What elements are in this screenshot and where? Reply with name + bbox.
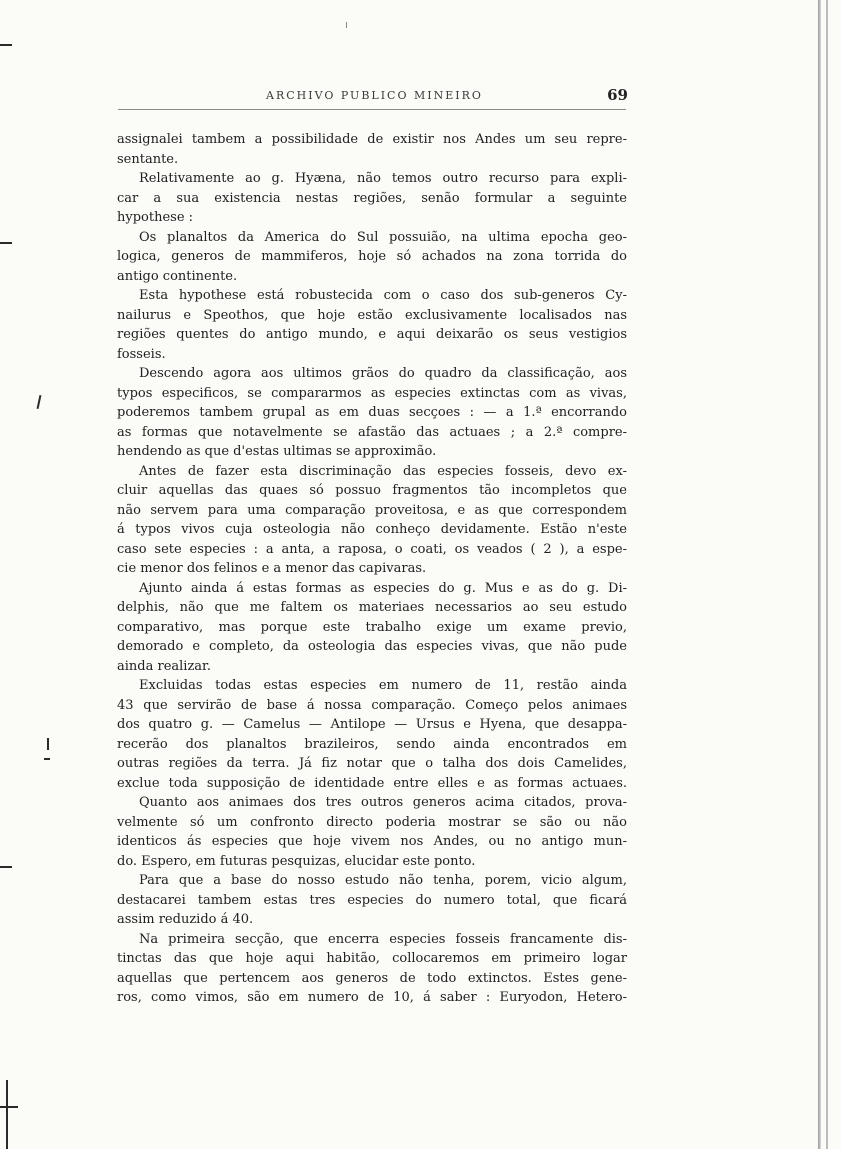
text-line-content: delphis, não que me faltem os materiaes necessarios ao seu estudo: [117, 600, 627, 615]
text-line: [117, 423, 627, 443]
text-line: [117, 832, 627, 852]
scan-mark-top: [346, 22, 347, 28]
text-line: [117, 520, 627, 540]
scan-mark-left-8: [0, 1106, 18, 1108]
text-line-content: aquellas que pertencem aos generos de todo extinctos. Estes gene-: [117, 970, 627, 986]
text-line-content: hypothese :: [117, 210, 194, 225]
text-line-content: nailurus e Speothos, que hoje estão exclusivamente localisados nas: [117, 307, 627, 323]
text-line: [117, 754, 627, 774]
text-line-content: cluir aquellas das quaes só possuo fragmentos tão incompletos que: [117, 483, 627, 498]
text-line: [117, 930, 627, 950]
text-line-content: Esta hypothese está robustecida com o caso dos sub-generos Cy-: [139, 288, 627, 303]
text-line-content: ros, como vimos, são em numero de 10, á saber : Euryodon, Hetero-: [117, 990, 627, 1005]
text-line-content: Para que a base do nosso estudo não tenha, porem, vicio algum,: [139, 873, 627, 888]
text-line-content: destacarei tambem estas tres especies do numero total, que ficará: [117, 892, 627, 908]
text-line-content: sentante.: [117, 151, 179, 167]
scan-binding-edge: [818, 0, 821, 1149]
text-line-content: logica, generos de mammiferos, hoje só achados na zona torrida do: [117, 249, 627, 264]
scan-mark-left-2: [0, 242, 12, 244]
text-line-content: poderemos tambem grupal as em duas secçoes : — a 1.ª encorrando: [117, 405, 627, 420]
text-line: [117, 969, 627, 989]
text-line-content: outras regiões da terra. Já fiz notar que o talha dos dois Camelides,: [117, 756, 627, 771]
text-line-content: tinctas das que hoje aqui habitão, collocaremos em primeiro logar: [117, 951, 627, 966]
text-line-content: assignalei tambem a possibilidade de existir nos Andes um seu repre-: [117, 132, 627, 147]
text-line-content: fosseis.: [117, 346, 166, 362]
text-line-content: Antes de fazer esta discriminação das especies fosseis, devo ex-: [139, 463, 627, 479]
text-line-content: Excluidas todas estas especies em numero de 11, restão ainda: [139, 678, 627, 693]
text-line: [117, 774, 627, 794]
text-line: [117, 559, 627, 579]
text-line: [117, 306, 627, 326]
text-line: [117, 169, 627, 189]
text-line: [117, 540, 627, 560]
body-text: [117, 130, 627, 1008]
text-line: [117, 345, 627, 365]
text-line-content: car a sua existencia nestas regiões, senão formular a seguinte: [117, 190, 627, 206]
page-number: 69: [607, 86, 628, 104]
text-line: [117, 267, 627, 287]
text-line-content: Os planaltos da America do Sul possuião, na ultima epocha geo-: [139, 229, 627, 245]
text-line: [117, 579, 627, 599]
text-line-content: ainda realizar.: [117, 658, 211, 674]
text-line-content: não servem para uma comparação proveitosa, e as que correspondem: [117, 502, 627, 518]
scan-mark-left-4: [47, 738, 49, 750]
text-line-content: hendendo as que d'estas ultimas se approximão.: [117, 444, 437, 459]
text-line: [117, 364, 627, 384]
text-line: [117, 735, 627, 755]
text-line-content: comparativo, mas porque este trabalho exige um exame previo,: [117, 619, 627, 635]
scan-mark-left-6: [0, 866, 12, 868]
text-line: [117, 598, 627, 618]
text-line: [117, 286, 627, 306]
text-line-content: cie menor dos felinos e a menor das capivaras.: [117, 561, 427, 576]
text-line: [117, 462, 627, 482]
text-line: [117, 130, 627, 150]
text-line: [117, 949, 627, 969]
text-line-content: Na primeira secção, que encerra especies fosseis francamente dis-: [139, 931, 627, 947]
scan-mark-left-5: [44, 758, 50, 760]
text-line: [117, 618, 627, 638]
text-line-content: demorado e completo, da osteologia das especies vivas, que não pude: [117, 639, 627, 654]
text-line-content: Quanto aos animaes dos tres outros generos acima citados, prova-: [139, 795, 627, 810]
scan-binding-edge-inner: [826, 0, 828, 1149]
text-line: [117, 228, 627, 248]
text-line: [117, 715, 627, 735]
text-line-content: recerão dos planaltos brazileiros, sendo ainda encontrados em: [117, 736, 627, 752]
text-line: [117, 247, 627, 267]
text-line: [117, 150, 627, 170]
text-line-content: do. Espero, em futuras pesquizas, elucidar este ponto.: [117, 853, 476, 869]
text-line: [117, 988, 627, 1008]
text-line: [117, 325, 627, 345]
text-line: [117, 501, 627, 521]
text-line-content: 43 que servirão de base á nossa comparação. Começo pelos animaes: [117, 697, 627, 713]
text-line-content: Descendo agora aos ultimos grãos do quadro da classificação, aos: [139, 366, 627, 381]
text-line: [117, 852, 627, 872]
text-line-content: exclue toda supposição de identidade entre elles e as formas actuaes.: [117, 775, 627, 791]
text-line: [117, 676, 627, 696]
text-line: [117, 696, 627, 716]
page-header: [118, 86, 628, 108]
scan-mark-left-3: [37, 395, 42, 409]
text-line: [117, 384, 627, 404]
running-head: ARCHIVO PUBLICO MINEIRO: [266, 89, 483, 102]
text-line-content: regiões quentes do antigo mundo, e aqui deixarão os seus vestigios: [117, 327, 627, 342]
text-line: [117, 481, 627, 501]
text-line-content: dos quatro g. — Camelus — Antilope — Ursus e Hyena, que desappa-: [117, 717, 627, 732]
text-line: [117, 403, 627, 423]
text-line: [117, 813, 627, 833]
text-line-content: antigo continente.: [117, 268, 238, 284]
header-rule: [118, 109, 626, 110]
text-line-content: identicos ás especies que hoje vivem nos Andes, ou no antigo mun-: [117, 834, 627, 849]
text-line-content: Ajunto ainda á estas formas as especies do g. Mus e as do g. Di-: [139, 580, 627, 596]
text-line-content: Relativamente ao g. Hyæna, não temos outro recurso para expli-: [139, 171, 627, 186]
text-line: [117, 657, 627, 677]
text-line: [117, 793, 627, 813]
text-line-content: á typos vivos cuja osteologia não conheço devidamente. Estão n'este: [117, 522, 627, 537]
text-line-content: velmente só um confronto directo poderia mostrar se são ou não: [117, 814, 627, 830]
text-line-content: assim reduzido á 40.: [117, 912, 254, 927]
text-line: [117, 208, 627, 228]
text-line-content: as formas que notavelmente se afastão das actuaes ; a 2.ª compre-: [117, 424, 627, 440]
text-line: [117, 891, 627, 911]
scan-mark-left-1: [0, 44, 12, 46]
text-line-content: typos especificos, se compararmos as especies extinctas com as vivas,: [117, 385, 627, 401]
text-line: [117, 910, 627, 930]
text-line: [117, 442, 627, 462]
text-line: [117, 871, 627, 891]
text-line: [117, 189, 627, 209]
text-line: [117, 637, 627, 657]
scan-mark-left-7: [6, 1080, 8, 1149]
text-line-content: caso sete especies : a anta, a raposa, o coati, os veados ( 2 ), a espe-: [117, 541, 627, 557]
